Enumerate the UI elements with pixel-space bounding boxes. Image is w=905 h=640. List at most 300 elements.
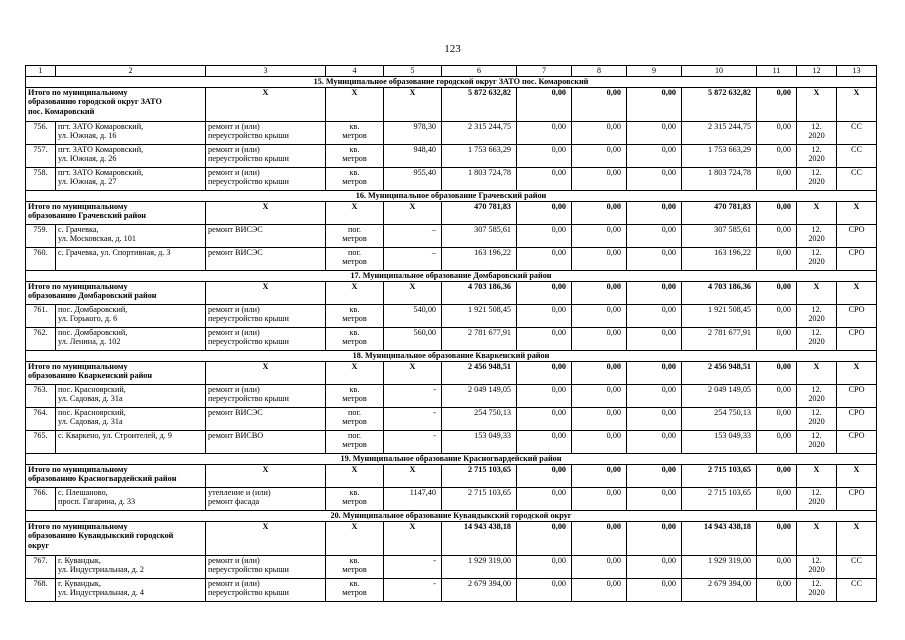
cost-c11: 0,00 xyxy=(757,328,797,351)
quantity: 978,30 xyxy=(384,122,442,145)
total-label-line: Итого по муниципальному xyxy=(28,88,128,97)
deadline-line: 12. xyxy=(811,408,822,417)
total-cost: 470 781,83 xyxy=(442,202,517,225)
unit xyxy=(326,385,384,408)
total-label-line: образованию Кувандыкский городской xyxy=(28,531,174,541)
work-type-line: переустройство крыши xyxy=(208,565,289,575)
unit xyxy=(326,431,384,454)
total-c4: X xyxy=(326,202,384,225)
table-row xyxy=(26,122,877,145)
cost-total: 1 803 724,78 xyxy=(442,168,517,191)
unit-line: метров xyxy=(342,314,367,324)
cost-c8: 0,00 xyxy=(572,488,627,511)
address-line: пгт. ЗАТО Комаровский, xyxy=(58,145,144,154)
deadline-line: 12. xyxy=(811,328,822,337)
cost-c11: 0,00 xyxy=(757,122,797,145)
cost-c8: 0,00 xyxy=(572,122,627,145)
total-label xyxy=(26,202,206,225)
address xyxy=(56,225,206,248)
cost-c8: 0,00 xyxy=(572,328,627,351)
deadline xyxy=(797,408,837,431)
work-type xyxy=(206,305,326,328)
section-title-row xyxy=(26,77,877,88)
deadline-line: 12. xyxy=(811,225,822,234)
cost-total: 2 315 244,75 xyxy=(442,122,517,145)
work-type xyxy=(206,488,326,511)
cost-c7: 0,00 xyxy=(517,122,572,145)
deadline-line: 2020 xyxy=(808,337,825,347)
register-table xyxy=(25,65,877,602)
total-c10: 2 456 948,51 xyxy=(682,362,757,385)
total-c5: X xyxy=(384,522,442,556)
address-line: ул. Южная, д. 26 xyxy=(58,154,117,164)
total-c13: X xyxy=(837,522,877,556)
total-label-line: образованию городской округ ЗАТО xyxy=(28,97,162,107)
total-c8: 0,00 xyxy=(572,202,627,225)
work-type-line: переустройство крыши xyxy=(208,131,289,141)
quantity: 560,00 xyxy=(384,328,442,351)
table-row xyxy=(26,579,877,602)
cost-c10: 2 781 677,91 xyxy=(682,328,757,351)
section-total-row xyxy=(26,202,877,225)
work-type-line: ремонт ВИСЭС xyxy=(208,248,263,257)
total-c9: 0,00 xyxy=(627,282,682,305)
deadline-line: 2020 xyxy=(808,394,825,404)
cost-c7: 0,00 xyxy=(517,145,572,168)
total-c9: 0,00 xyxy=(627,362,682,385)
deadline-line: 12. xyxy=(811,248,822,257)
work-type-line: переустройство крыши xyxy=(208,588,289,598)
address xyxy=(56,328,206,351)
total-label-line: Итого по муниципальному xyxy=(28,465,128,474)
row-number: 768. xyxy=(26,579,56,602)
total-c8: 0,00 xyxy=(572,362,627,385)
address xyxy=(56,145,206,168)
cost-c9: 0,00 xyxy=(627,305,682,328)
total-c11: 0,00 xyxy=(757,465,797,488)
column-number-header: 8 xyxy=(572,66,627,77)
unit xyxy=(326,225,384,248)
cost-c9: 0,00 xyxy=(627,225,682,248)
cost-c8: 0,00 xyxy=(572,248,627,271)
total-c7: 0,00 xyxy=(517,282,572,305)
quantity: 955,40 xyxy=(384,168,442,191)
unit-line: пог. xyxy=(348,248,361,257)
quantity: - xyxy=(384,408,442,431)
deadline-line: 12. xyxy=(811,168,822,177)
work-type-line: ремонт и (или) xyxy=(208,122,260,131)
total-c9: 0,00 xyxy=(627,465,682,488)
section-total-row xyxy=(26,522,877,556)
address-line: ул. Южная, д. 16 xyxy=(58,131,117,141)
unit xyxy=(326,122,384,145)
deadline-line: 12. xyxy=(811,431,822,440)
cost-c7: 0,00 xyxy=(517,431,572,454)
column-number-header: 9 xyxy=(627,66,682,77)
row-number: 760. xyxy=(26,248,56,271)
address-line: г. Кувандык, xyxy=(58,556,101,565)
total-cost: 2 715 103,65 xyxy=(442,465,517,488)
total-c11: 0,00 xyxy=(757,522,797,556)
cost-c7: 0,00 xyxy=(517,225,572,248)
row-number: 759. xyxy=(26,225,56,248)
total-label-line: Итого по муниципальному xyxy=(28,202,128,211)
total-cost: 4 703 186,36 xyxy=(442,282,517,305)
deadline-line: 12. xyxy=(811,579,822,588)
work-type-line: ремонт ВИСВО xyxy=(208,431,264,440)
cost-c9: 0,00 xyxy=(627,122,682,145)
total-c3: X xyxy=(206,88,326,122)
method: СС xyxy=(837,145,877,168)
cost-c10: 1 921 508,45 xyxy=(682,305,757,328)
table-row xyxy=(26,305,877,328)
deadline xyxy=(797,431,837,454)
cost-total: 1 753 663,29 xyxy=(442,145,517,168)
section-title: 20. Муниципальное образование Кувандыкский городской округ xyxy=(26,511,877,522)
row-number: 758. xyxy=(26,168,56,191)
cost-c7: 0,00 xyxy=(517,328,572,351)
row-number: 762. xyxy=(26,328,56,351)
address-line: ул. Садовая, д. 31а xyxy=(58,394,123,404)
cost-c10: 163 196,22 xyxy=(682,248,757,271)
total-c9: 0,00 xyxy=(627,202,682,225)
cost-c11: 0,00 xyxy=(757,248,797,271)
cost-c10: 1 929 319,00 xyxy=(682,556,757,579)
total-c4: X xyxy=(326,282,384,305)
section-title-row xyxy=(26,191,877,202)
cost-c10: 1 753 663,29 xyxy=(682,145,757,168)
column-number-header: 2 xyxy=(56,66,206,77)
method: СРО xyxy=(837,385,877,408)
address-line: с. Грачевка, xyxy=(58,225,99,234)
cost-c7: 0,00 xyxy=(517,556,572,579)
work-type xyxy=(206,328,326,351)
work-type-line: ремонт и (или) xyxy=(208,328,260,337)
address xyxy=(56,579,206,602)
method: СС xyxy=(837,579,877,602)
address xyxy=(56,488,206,511)
cost-c8: 0,00 xyxy=(572,168,627,191)
unit-line: кв. xyxy=(349,168,360,177)
column-number-row xyxy=(26,66,877,77)
deadline-line: 2020 xyxy=(808,257,825,267)
unit-line: кв. xyxy=(349,305,360,314)
cost-c10: 2 049 149,05 xyxy=(682,385,757,408)
work-type xyxy=(206,248,326,271)
total-c5: X xyxy=(384,88,442,122)
cost-total: 254 750,13 xyxy=(442,408,517,431)
unit-line: кв. xyxy=(349,556,360,565)
unit-line: кв. xyxy=(349,488,360,497)
cost-c11: 0,00 xyxy=(757,579,797,602)
table-row xyxy=(26,431,877,454)
unit xyxy=(326,328,384,351)
total-label-line: образованию Грачевский район xyxy=(28,211,147,221)
method: СС xyxy=(837,556,877,579)
column-number-header: 10 xyxy=(682,66,757,77)
total-c11: 0,00 xyxy=(757,88,797,122)
method: СРО xyxy=(837,225,877,248)
cost-c11: 0,00 xyxy=(757,556,797,579)
work-type xyxy=(206,431,326,454)
unit-line: кв. xyxy=(349,328,360,337)
work-type xyxy=(206,385,326,408)
total-c10: 5 872 632,82 xyxy=(682,88,757,122)
total-c3: X xyxy=(206,202,326,225)
cost-c9: 0,00 xyxy=(627,385,682,408)
total-c12: X xyxy=(797,88,837,122)
section-title: 18. Муниципальное образование Кваркенский район xyxy=(26,351,877,362)
quantity: - xyxy=(384,579,442,602)
total-c3: X xyxy=(206,522,326,556)
total-c3: X xyxy=(206,362,326,385)
cost-c7: 0,00 xyxy=(517,305,572,328)
quantity: 1147,40 xyxy=(384,488,442,511)
total-c13: X xyxy=(837,465,877,488)
unit xyxy=(326,145,384,168)
total-c3: X xyxy=(206,465,326,488)
cost-total: 2 679 394,00 xyxy=(442,579,517,602)
unit-line: метров xyxy=(342,337,367,347)
total-c10: 14 943 438,18 xyxy=(682,522,757,556)
total-c8: 0,00 xyxy=(572,88,627,122)
column-number-header: 5 xyxy=(384,66,442,77)
cost-c8: 0,00 xyxy=(572,408,627,431)
total-cost: 5 872 632,82 xyxy=(442,88,517,122)
unit-line: метров xyxy=(342,234,367,244)
cost-c9: 0,00 xyxy=(627,488,682,511)
total-c13: X xyxy=(837,88,877,122)
quantity: - xyxy=(384,385,442,408)
cost-c10: 153 049,33 xyxy=(682,431,757,454)
cost-c8: 0,00 xyxy=(572,556,627,579)
row-number: 765. xyxy=(26,431,56,454)
total-c12: X xyxy=(797,522,837,556)
total-c12: X xyxy=(797,362,837,385)
section-total-row xyxy=(26,88,877,122)
cost-c7: 0,00 xyxy=(517,248,572,271)
table-row xyxy=(26,488,877,511)
unit-line: метров xyxy=(342,257,367,267)
deadline xyxy=(797,145,837,168)
unit-line: метров xyxy=(342,440,367,450)
quantity: – xyxy=(384,248,442,271)
column-number-header: 6 xyxy=(442,66,517,77)
cost-c8: 0,00 xyxy=(572,385,627,408)
method: СС xyxy=(837,122,877,145)
address-line: пос. Красноярский, xyxy=(58,385,126,394)
section-title-row xyxy=(26,511,877,522)
cost-total: 2 781 677,91 xyxy=(442,328,517,351)
address xyxy=(56,305,206,328)
total-c10: 4 703 186,36 xyxy=(682,282,757,305)
total-c9: 0,00 xyxy=(627,522,682,556)
cost-c11: 0,00 xyxy=(757,305,797,328)
cost-total: 163 196,22 xyxy=(442,248,517,271)
deadline-line: 2020 xyxy=(808,565,825,575)
cost-c11: 0,00 xyxy=(757,168,797,191)
cost-c11: 0,00 xyxy=(757,408,797,431)
cost-c9: 0,00 xyxy=(627,248,682,271)
table-row xyxy=(26,168,877,191)
deadline-line: 2020 xyxy=(808,234,825,244)
method: СРО xyxy=(837,248,877,271)
address xyxy=(56,385,206,408)
unit-line: метров xyxy=(342,131,367,141)
method: СРО xyxy=(837,431,877,454)
deadline xyxy=(797,556,837,579)
cost-c10: 307 585,61 xyxy=(682,225,757,248)
address-line: пгт. ЗАТО Комаровский, xyxy=(58,168,144,177)
page-number: 123 xyxy=(444,43,461,55)
cost-total: 2 049 149,05 xyxy=(442,385,517,408)
address-line: пос. Домбаровский, xyxy=(58,305,128,314)
work-type xyxy=(206,122,326,145)
deadline-line: 12. xyxy=(811,305,822,314)
work-type-line: ремонт и (или) xyxy=(208,145,260,154)
deadline-line: 2020 xyxy=(808,154,825,164)
cost-c8: 0,00 xyxy=(572,431,627,454)
address-line: ул. Горького, д. 6 xyxy=(58,314,118,324)
deadline-line: 2020 xyxy=(808,588,825,598)
cost-c9: 0,00 xyxy=(627,408,682,431)
cost-c7: 0,00 xyxy=(517,408,572,431)
work-type xyxy=(206,408,326,431)
deadline xyxy=(797,168,837,191)
cost-c9: 0,00 xyxy=(627,145,682,168)
cost-c9: 0,00 xyxy=(627,556,682,579)
cost-c8: 0,00 xyxy=(572,579,627,602)
row-number: 757. xyxy=(26,145,56,168)
quantity: 540,00 xyxy=(384,305,442,328)
column-number-header: 1 xyxy=(26,66,56,77)
section-total-row xyxy=(26,465,877,488)
work-type-line: утепление и (или) xyxy=(208,488,271,497)
section-total-row xyxy=(26,282,877,305)
address xyxy=(56,556,206,579)
row-number: 766. xyxy=(26,488,56,511)
total-label-line: пос. Комаровский xyxy=(28,106,95,116)
address-line: ул. Садовая, д. 31а xyxy=(58,417,123,427)
address-line: пос. Домбаровский, xyxy=(58,328,128,337)
unit-line: метров xyxy=(342,497,367,507)
work-type xyxy=(206,556,326,579)
total-label-line: образованию Кваркенский район xyxy=(28,371,153,381)
deadline xyxy=(797,488,837,511)
unit xyxy=(326,579,384,602)
method: СРО xyxy=(837,408,877,431)
unit-line: метров xyxy=(342,394,367,404)
unit xyxy=(326,248,384,271)
deadline-line: 12. xyxy=(811,145,822,154)
column-number-header: 11 xyxy=(757,66,797,77)
deadline-line: 2020 xyxy=(808,417,825,427)
section-title-row xyxy=(26,271,877,282)
address xyxy=(56,168,206,191)
address-line: ул. Московская, д. 101 xyxy=(58,234,136,244)
section-title: 15. Муниципальное образование городской округ ЗАТО пос. Комаровский xyxy=(26,77,877,88)
row-number: 767. xyxy=(26,556,56,579)
deadline xyxy=(797,305,837,328)
total-c5: X xyxy=(384,465,442,488)
total-c4: X xyxy=(326,88,384,122)
cost-total: 1 929 319,00 xyxy=(442,556,517,579)
cost-c8: 0,00 xyxy=(572,305,627,328)
work-type-line: ремонт ВИСЭС xyxy=(208,408,263,417)
column-number-header: 12 xyxy=(797,66,837,77)
cost-c7: 0,00 xyxy=(517,168,572,191)
cost-c9: 0,00 xyxy=(627,328,682,351)
total-label xyxy=(26,88,206,122)
quantity: - xyxy=(384,431,442,454)
total-c8: 0,00 xyxy=(572,282,627,305)
unit-line: кв. xyxy=(349,145,360,154)
unit xyxy=(326,408,384,431)
total-c4: X xyxy=(326,522,384,556)
deadline-line: 12. xyxy=(811,122,822,131)
cost-c7: 0,00 xyxy=(517,488,572,511)
work-type xyxy=(206,168,326,191)
table-row xyxy=(26,385,877,408)
address xyxy=(56,122,206,145)
deadline-line: 12. xyxy=(811,385,822,394)
cost-c11: 0,00 xyxy=(757,431,797,454)
work-type xyxy=(206,145,326,168)
unit-line: кв. xyxy=(349,579,360,588)
total-cost: 14 943 438,18 xyxy=(442,522,517,556)
total-label xyxy=(26,282,206,305)
total-c4: X xyxy=(326,362,384,385)
cost-c11: 0,00 xyxy=(757,145,797,168)
quantity: - xyxy=(384,556,442,579)
deadline-line: 2020 xyxy=(808,497,825,507)
work-type-line: ремонт и (или) xyxy=(208,305,260,314)
total-label-line: образованию Домбаровский район xyxy=(28,291,157,301)
address-line: с. Плешаново, xyxy=(58,488,108,497)
total-c13: X xyxy=(837,282,877,305)
total-c5: X xyxy=(384,282,442,305)
total-c7: 0,00 xyxy=(517,465,572,488)
unit-line: метров xyxy=(342,177,367,187)
unit-line: кв. xyxy=(349,122,360,131)
section-title: 19. Муниципальное образование Красногвардейский район xyxy=(26,454,877,465)
deadline-line: 2020 xyxy=(808,440,825,450)
cost-c7: 0,00 xyxy=(517,579,572,602)
work-type xyxy=(206,225,326,248)
total-c8: 0,00 xyxy=(572,465,627,488)
deadline-line: 2020 xyxy=(808,131,825,141)
total-label-line: округ xyxy=(28,540,50,550)
cost-c10: 2 679 394,00 xyxy=(682,579,757,602)
cost-c10: 254 750,13 xyxy=(682,408,757,431)
row-number: 756. xyxy=(26,122,56,145)
cost-c10: 2 715 103,65 xyxy=(682,488,757,511)
total-c9: 0,00 xyxy=(627,88,682,122)
work-type-line: переустройство крыши xyxy=(208,314,289,324)
total-c5: X xyxy=(384,202,442,225)
section-title: 17. Муниципальное образование Домбаровский район xyxy=(26,271,877,282)
work-type-line: переустройство крыши xyxy=(208,394,289,404)
work-type-line: переустройство крыши xyxy=(208,154,289,164)
total-c13: X xyxy=(837,202,877,225)
total-c7: 0,00 xyxy=(517,362,572,385)
address-line: пос. Красноярский, xyxy=(58,408,126,417)
cost-c8: 0,00 xyxy=(572,145,627,168)
unit xyxy=(326,556,384,579)
address-line: ул. Индустриальная, д. 4 xyxy=(58,588,145,598)
unit-line: пог. xyxy=(348,408,361,417)
total-c12: X xyxy=(797,465,837,488)
